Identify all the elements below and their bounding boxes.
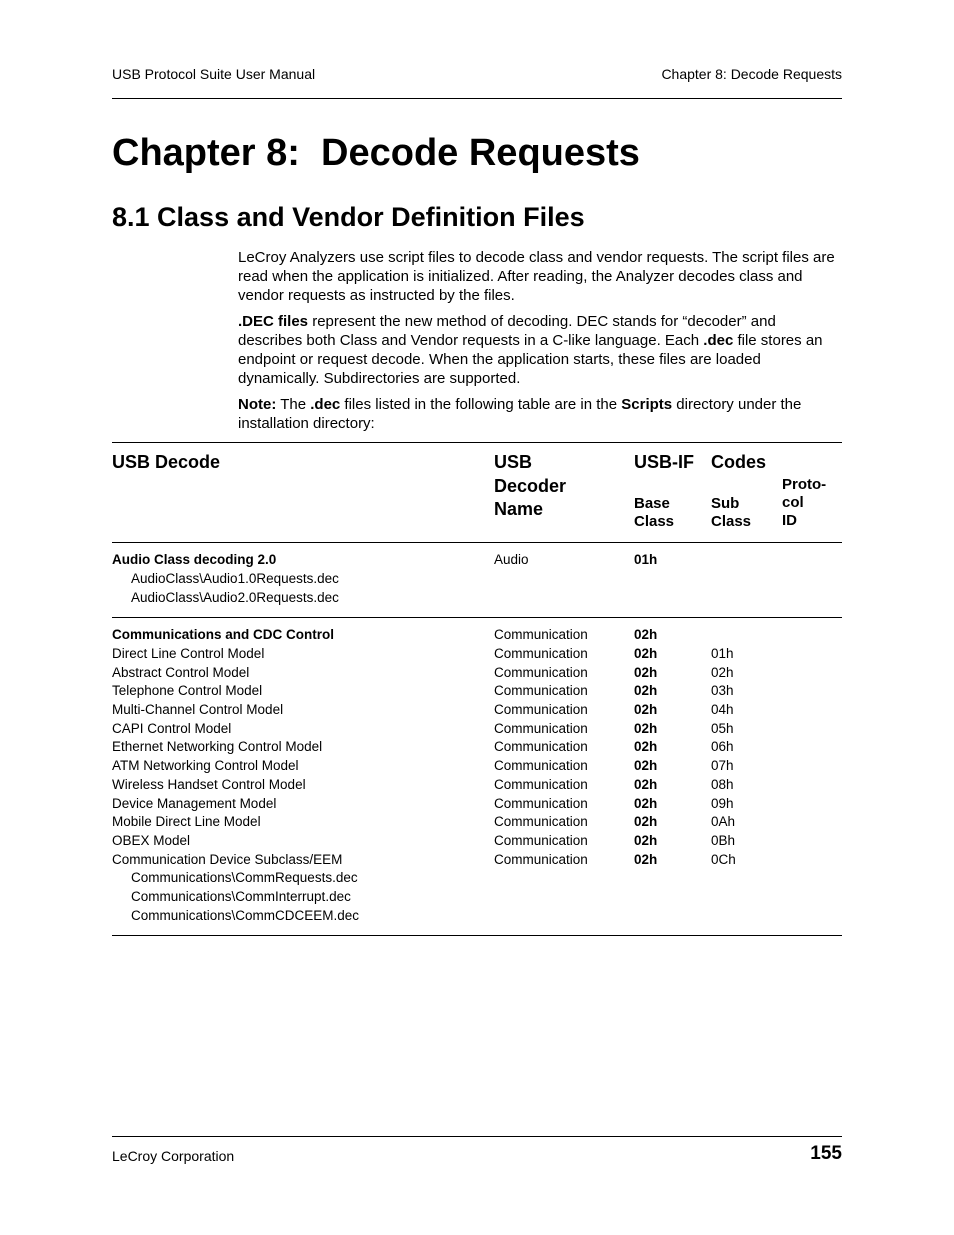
table-row: AudioClass\Audio2.0Requests.dec — [131, 590, 339, 605]
group-divider-rule — [112, 617, 842, 618]
header-manual-title: USB Protocol Suite User Manual — [112, 66, 316, 82]
col-header-codes: Codes — [711, 452, 767, 472]
table-row: ATM Networking Control Model Communication 02h 07h — [112, 758, 734, 773]
table-row: Mobile Direct Line Model Communication 02h 0Ah — [112, 814, 736, 829]
table-row: Communications\CommCDCEEM.dec — [131, 908, 360, 923]
table-header-rule — [112, 542, 842, 543]
footer-company: LeCroy Corporation — [112, 1148, 235, 1164]
table-bottom-rule — [112, 935, 842, 936]
col-header-usb-if: USB-IF — [634, 452, 694, 472]
footer-rule — [112, 1136, 842, 1137]
col-header-base-class: Base Class — [634, 495, 675, 530]
chapter-title: Chapter 8: Decode Requests — [112, 132, 640, 174]
col-header-protocol-id: Proto- col ID — [782, 476, 827, 529]
table-top-rule — [112, 442, 842, 443]
table-row: Telephone Control Model Communication 02h 03h — [112, 683, 734, 698]
table-row: Communications\CommInterrupt.dec — [131, 889, 351, 904]
header-chapter-title: Chapter 8: Decode Requests — [661, 66, 842, 82]
header-rule — [112, 98, 842, 99]
table-row: Ethernet Networking Control Model Communication 02h 06h — [112, 739, 734, 754]
table-row: Wireless Handset Control Model Communication 02h 08h — [112, 777, 734, 792]
table-row: OBEX Model Communication 02h 0Bh — [112, 833, 736, 848]
col-header-usb-decode: USB Decode — [112, 452, 221, 472]
intro-paragraph: LeCroy Analyzers use script files to decode class and vendor requests. The script files are read when the application is initialized. After reading, the Analyzer decodes class and vendor requests as instructed by the files. — [238, 249, 835, 304]
table-row: AudioClass\Audio1.0Requests.dec — [131, 571, 339, 586]
dec-files-term: .DEC files — [238, 313, 309, 330]
table-row: Communication Device Subclass/EEM Communication 02h 0Ch — [112, 852, 736, 867]
table-row: Direct Line Control Model Communication 02h 01h — [112, 646, 734, 661]
table-row: CAPI Control Model Communication 02h 05h — [112, 721, 734, 736]
table-row: Communications\CommRequests.dec — [131, 870, 358, 885]
table-row: Device Management Model Communication 02h 09h — [112, 796, 734, 811]
note-paragraph: Note: The .dec files listed in the following table are in the Scripts directory under the installation directory: — [238, 396, 802, 432]
page-number: 155 — [810, 1143, 842, 1164]
col-header-sub-class: Sub Class — [711, 495, 752, 530]
dec-files-paragraph: .DEC files represent the new method of decoding. DEC stands for “decoder” and describes both Class and Vendor requests in a C-like language. Each .dec file stores an endpoint or request decode. When the application starts, these files are loaded dynamically. Subdirectories are supported. — [238, 313, 823, 387]
table-row: Multi-Channel Control Model Communication 02h 04h — [112, 702, 734, 717]
table-row: Abstract Control Model Communication 02h 02h — [112, 665, 734, 680]
table-row: Communications and CDC Control Communication 02h — [112, 627, 658, 642]
col-header-decoder-name: USB Decoder Name — [494, 452, 567, 519]
section-title: 8.1 Class and Vendor Definition Files — [112, 202, 585, 232]
table-row: Audio Class decoding 2.0 Audio 01h — [112, 552, 658, 567]
note-label: Note: — [238, 396, 277, 413]
